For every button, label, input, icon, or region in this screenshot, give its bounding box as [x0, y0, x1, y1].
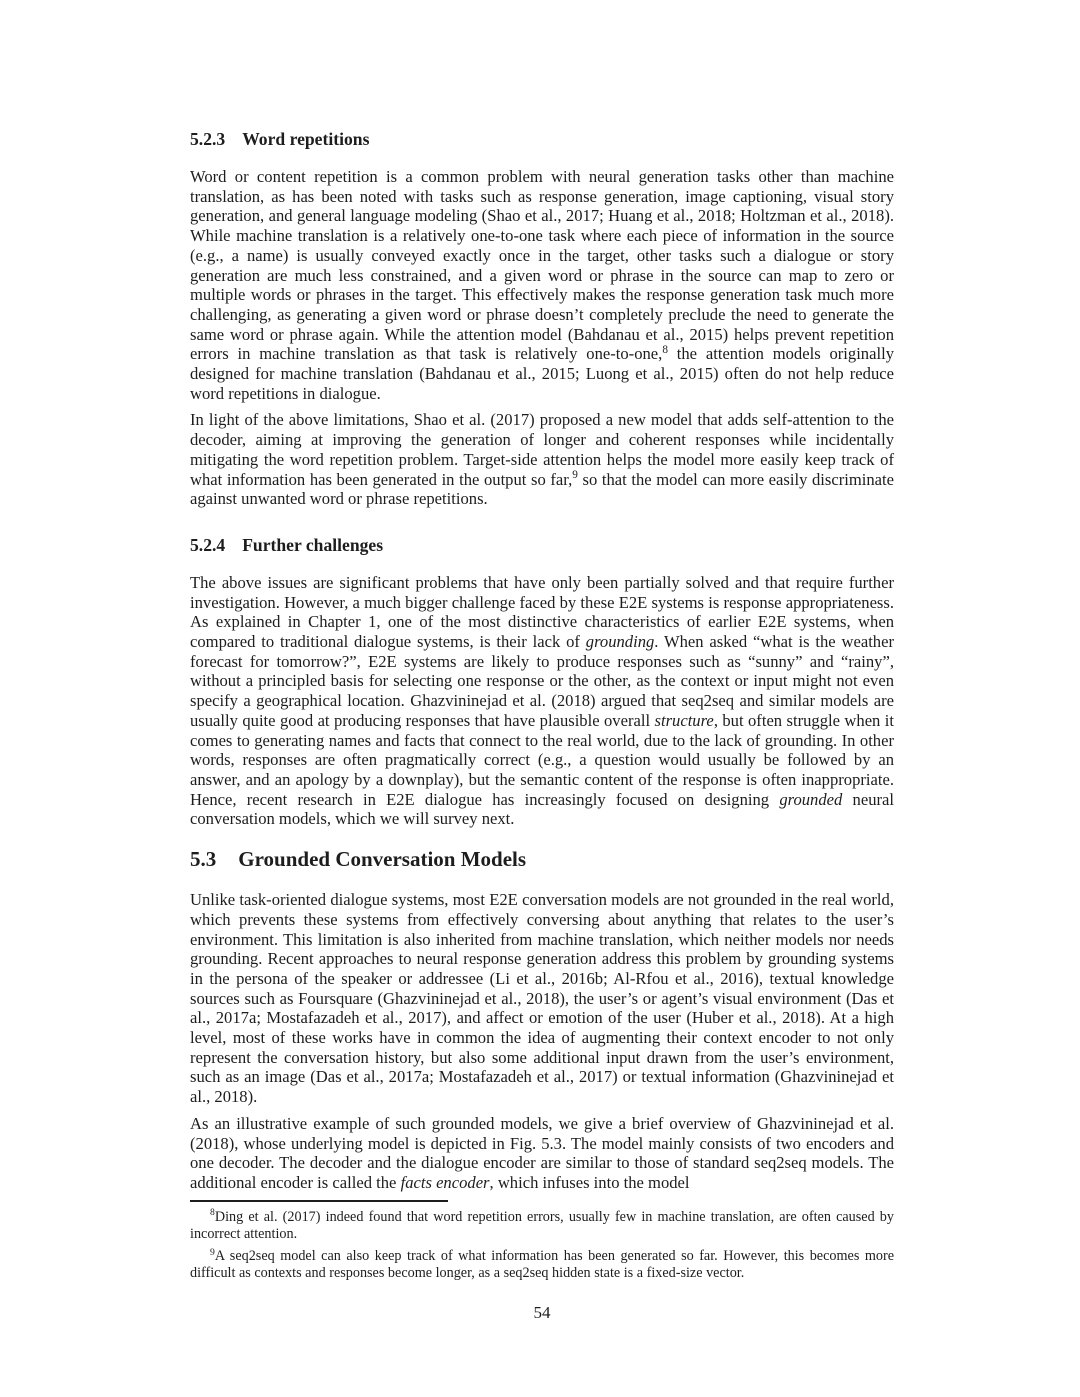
- footnote-marker: 9: [572, 469, 578, 482]
- section-number: 5.2.3: [190, 129, 226, 149]
- text-run: The above issues are significant problems that have only been partially solved and that require further investigation. However, a much bigger challenge faced by these E2E systems is response appropriateness. As explained in Chapter 1, one of the most distinctive characteristics of earlier E2E systems, when compared to traditional dialogue systems, is their lack of: [190, 572, 894, 652]
- section-heading-5.2.3: [190, 129, 894, 149]
- page-number: 54: [533, 1303, 551, 1322]
- text-run: Ding et al. (2017) indeed found that word repetition errors, usually few in machine translation, are often caused by incorrect attention.: [190, 1208, 894, 1243]
- text-run: Unlike task-oriented dialogue systems, most E2E conversation models are not grounded in the real world, which prevents these systems from effectively conversing about anything that relates to the user’s environment. This limitation is also inherited from machine translation, which neither models nor needs grounding. Recent approaches to neural response generation address this problem by grounding systems in the persona of the speaker or addressee (Li et al., 2016b; Al-Rfou et al., 2016), textual knowledge sources such as Foursquare (Ghazvininejad et al., 2018), the user’s or agent’s visual environment (Das et al., 2017a; Mostafazadeh et al., 2017), and affect or emotion of the user (Huber et al., 2018). At a high level, most of these works have in common the idea of augmenting their context encoder to not only represent the conversation history, but also some additional input drawn from the user’s environment, such as an image (Das et al., 2017a; Mostafazadeh et al., 2017) or textual information (Ghazvininejad et al., 2018).: [190, 890, 894, 1107]
- text-run: the attention models originally designed for machine translation (Bahdanau et al., 2015; Luong et al., 2015) often do not help reduce word repetitions in dialogue.: [190, 344, 894, 403]
- paragraph: [190, 410, 894, 509]
- footnote: [190, 1209, 894, 1244]
- text-run: neural conversation models, which we will survey next.: [190, 789, 894, 829]
- footnote: [190, 1248, 894, 1283]
- italic-text: structure: [654, 710, 714, 730]
- text-run: In light of the above limitations, Shao et al. (2017) proposed a new model that adds self-attention to the decoder, aiming at improving the generation of longer and coherent responses while incidentally mitigating the word repetition problem. Target-side attention helps the model more easily keep track of what information has been generated in the output so far,: [190, 410, 894, 489]
- paragraph: [190, 890, 894, 1107]
- text-run: so that the model can more easily discriminate against unwanted word or phrase repetitions.: [190, 469, 895, 509]
- text-run: , but often struggle when it comes to generating names and facts that connect to the real world, due to the lack of grounding. In other words, responses are often pragmatically correct (e.g., a question would usually be followed by an answer, and an apology by a downplay), but the semantic content of the response is often inappropriate. Hence, recent research in E2E dialogue has increasingly focused on designing: [190, 710, 894, 809]
- document-content: [190, 129, 894, 1287]
- italic-text: grounded: [779, 789, 843, 809]
- footnote-marker: 8: [662, 344, 668, 357]
- section-heading-5.3: [190, 847, 894, 871]
- footnote-marker: 8: [210, 1207, 215, 1219]
- footnote-rule: [190, 1200, 448, 1202]
- paragraph: [190, 573, 894, 829]
- section-number: 5.3: [190, 847, 217, 872]
- text-run: A seq2seq model can also keep track of what information has been generated so far. However, this becomes more difficult as contexts and responses become longer, as a seq2seq hidden state is a fixed-size vector.: [190, 1247, 894, 1282]
- section-title: Word repetitions: [242, 129, 370, 149]
- italic-text: facts encoder: [400, 1172, 490, 1192]
- section-number: 5.2.4: [190, 534, 226, 555]
- italic-text: grounding: [585, 632, 655, 652]
- paragraph: [190, 167, 894, 403]
- text-run: , which infuses into the model: [489, 1172, 690, 1192]
- section-heading-5.2.4: [190, 535, 894, 555]
- section-title: Grounded Conversation Models: [238, 847, 527, 872]
- paragraph: [190, 1114, 894, 1193]
- text-run: . When asked “what is the weather forecast for tomorrow?”, E2E systems are likely to produce responses such as “sunny” and “rainy”, without a principled basis for selecting one response or the other, as the context or input might not even specify a geographical location. Ghazvininejad et al. (2018) argued that seq2seq and similar models are usually quite good at producing responses that have plausible overall: [190, 632, 894, 730]
- section-title: Further challenges: [242, 534, 384, 555]
- text-run: As an illustrative example of such grounded models, we give a brief overview of Ghazvininejad et al. (2018), whose underlying model is depicted in Fig. 5.3. The model mainly consists of two encoders and one decoder. The decoder and the dialogue encoder are similar to those of standard seq2seq models. The additional encoder is called the: [190, 1113, 894, 1192]
- footnote-marker: 9: [210, 1246, 215, 1258]
- text-run: Word or content repetition is a common problem with neural generation tasks other than machine translation, as has been noted with tasks such as response generation, image captioning, visual story generation, and general language modeling (Shao et al., 2017; Huang et al., 2018; Holtzman et al., 2018). While machine translation is a relatively one-to-one task where each piece of information in the source (e.g., a name) is usually conveyed exactly once in the target, other tasks such a dialogue or story generation are much less constrained, and a given word or phrase in the source can map to zero or multiple words or phrases in the target. This effectively makes the response generation task much more challenging, as generating a given word or phrase doesn’t completely preclude the need to generate the same word or phrase again. While the attention model (Bahdanau et al., 2015) helps prevent repetition errors in machine translation as that task is relatively one-to-one,: [190, 167, 894, 364]
